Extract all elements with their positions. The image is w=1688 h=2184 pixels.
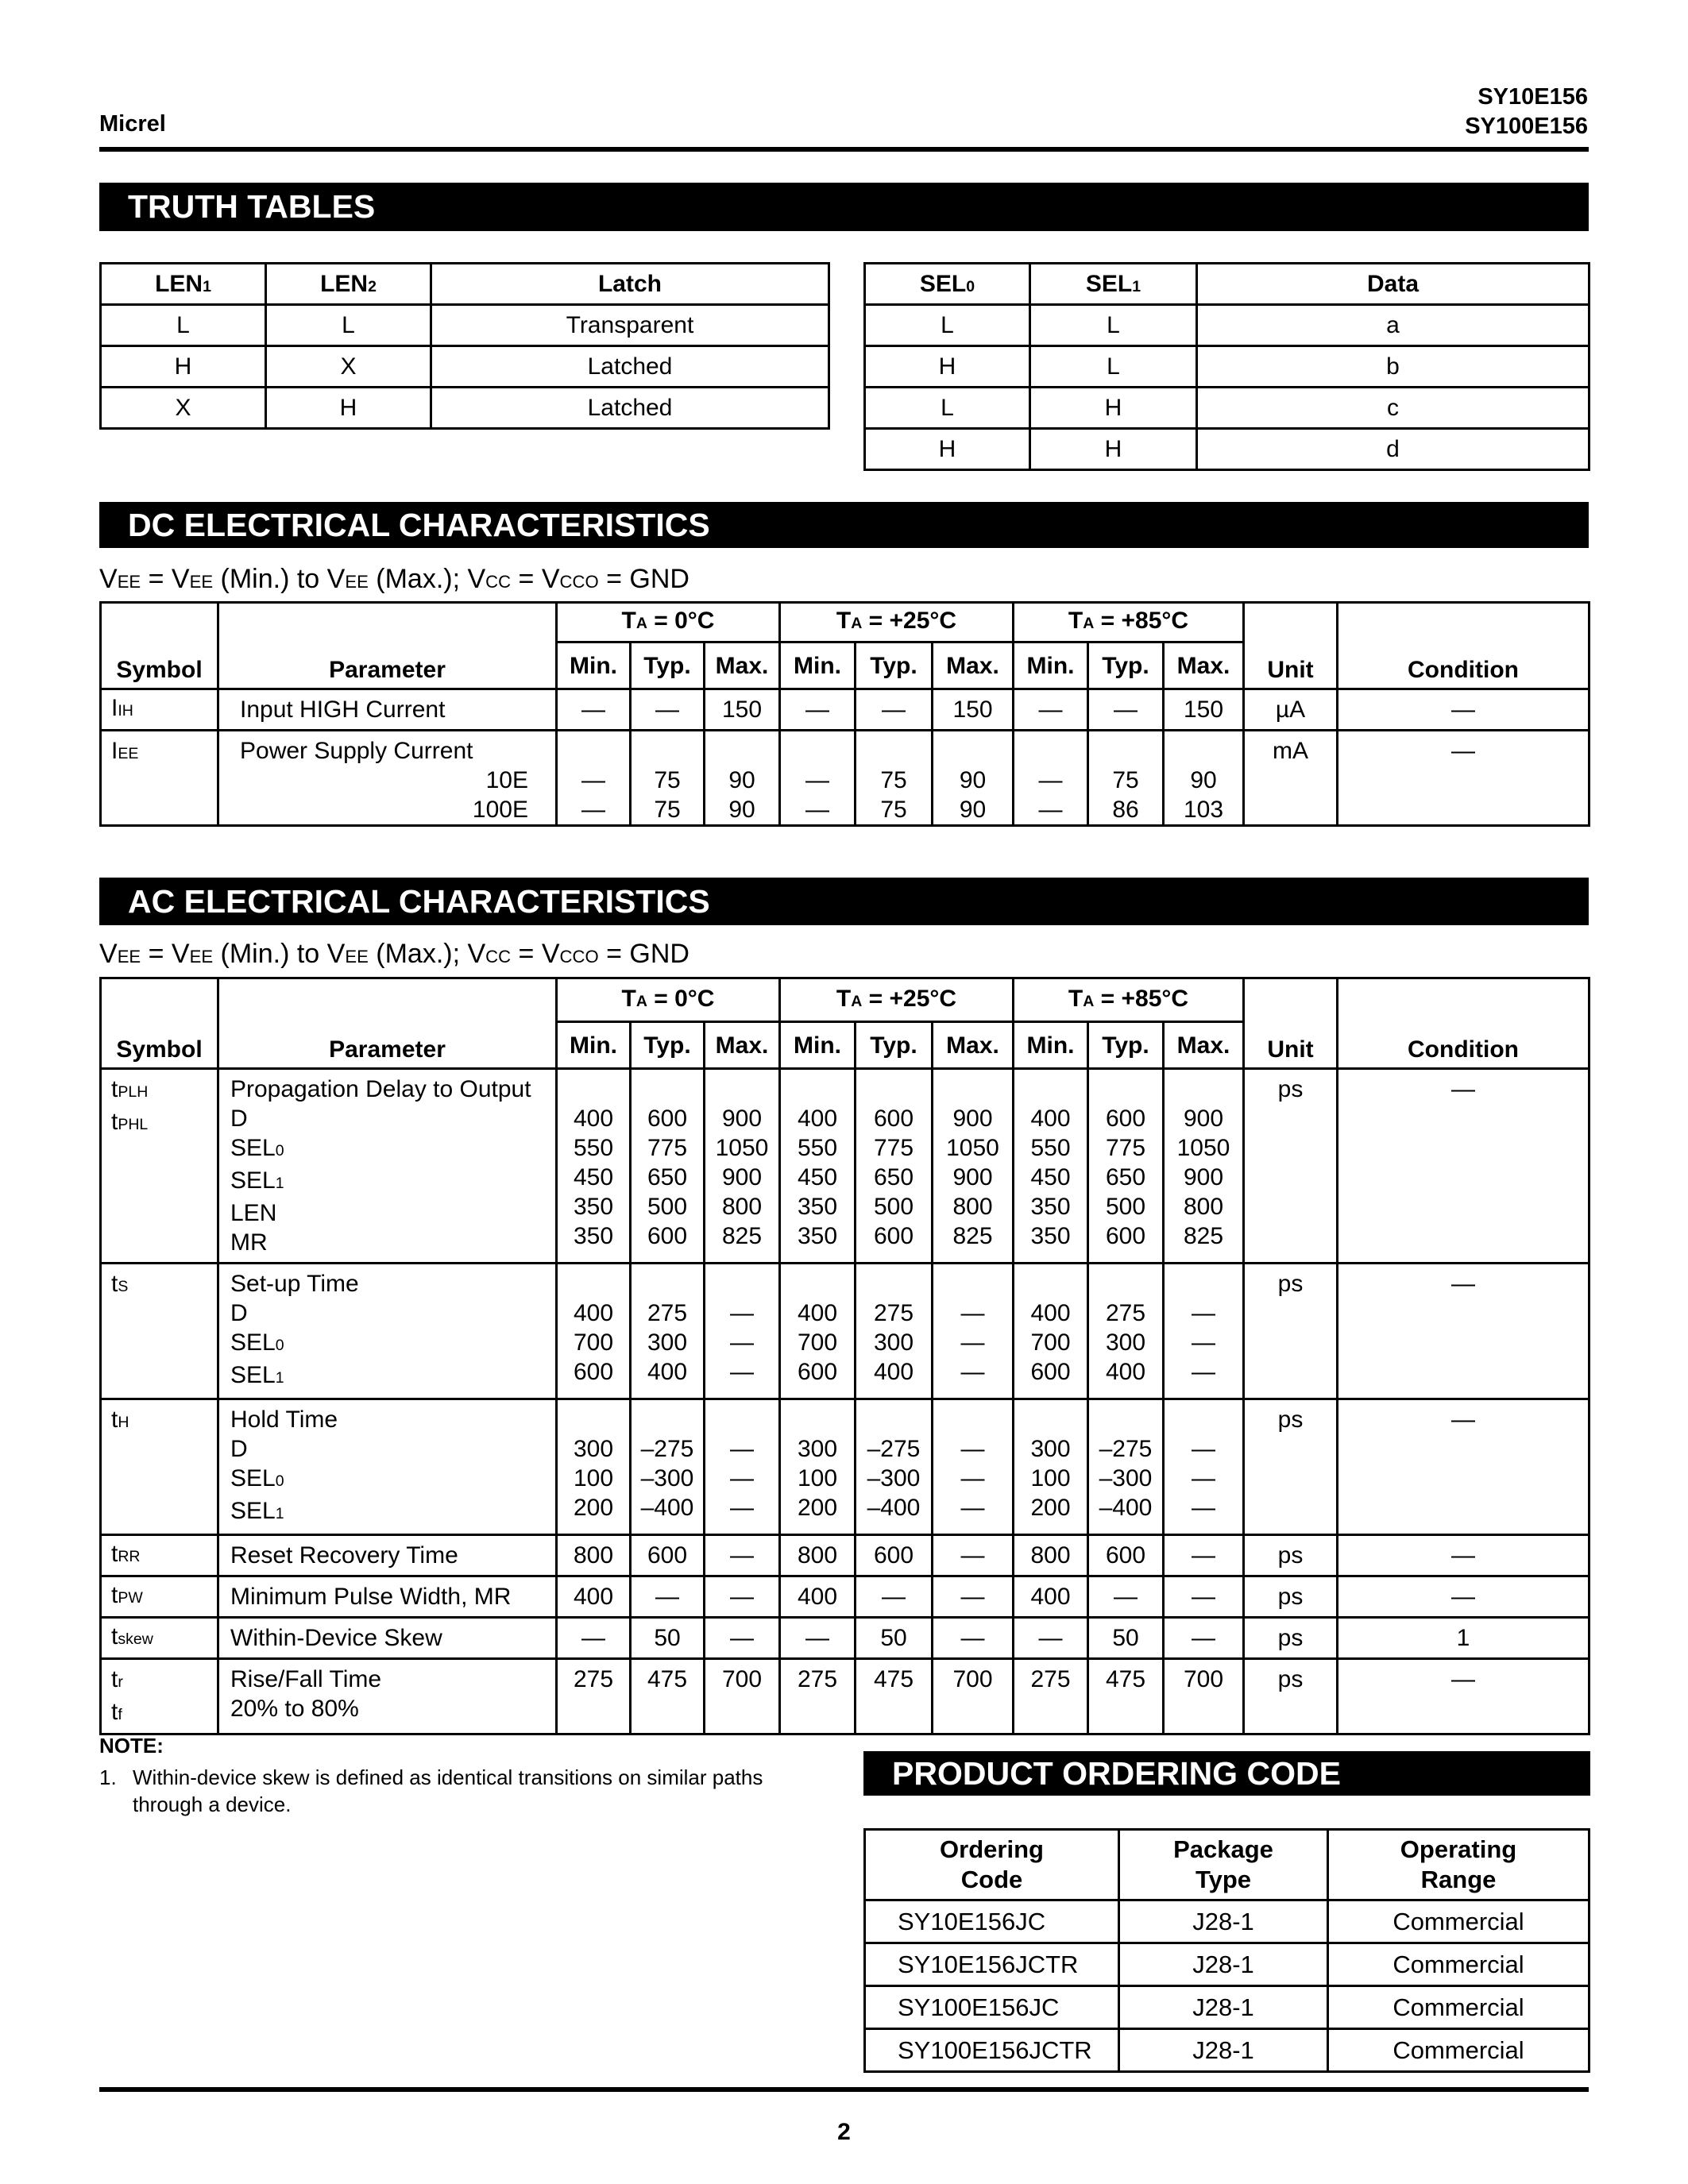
- table-row: L L Transparent: [101, 305, 829, 346]
- table-row: tr tf Rise/Fall Time 20% to 80% 275 475 700 275 475 700 275 475 700 ps —: [101, 1659, 1590, 1734]
- note-title: NOTE:: [99, 1734, 164, 1758]
- table-header-row: [101, 264, 829, 305]
- dc-conditions: VEE = VEE (Min.) to VEE (Max.); VCC = VCCO = GND: [99, 564, 689, 594]
- table-row: SY100E156JCTR J28-1 Commercial: [865, 2029, 1590, 2072]
- note-body: [99, 1764, 814, 1818]
- col-header-row: Min. Typ. Max. Min. Typ. Max. Min. Typ. Max.: [101, 642, 1590, 689]
- table-row: H L b: [865, 346, 1590, 388]
- dc-characteristics-table: [99, 601, 1590, 827]
- ac-characteristics-table: [99, 977, 1590, 1735]
- table-header-row: [865, 264, 1590, 305]
- table-row: X H Latched: [101, 388, 829, 429]
- col-header: Operating Range: [1328, 1830, 1590, 1900]
- dc-characteristics-banner: DC ELECTRICAL CHARACTERISTICS: [99, 502, 1589, 548]
- ac-conditions: VEE = VEE (Min.) to VEE (Max.); VCC = VCCO = GND: [99, 939, 689, 969]
- table-row: H X Latched: [101, 346, 829, 388]
- table-row: tH Hold Time D SEL0 SEL1 300 100 200 –275 –300 –400 — — — 300 100 200 –275 –300 –400 — — — 300 100 200 –275 –300 –400 — — — ps —: [101, 1399, 1590, 1535]
- table-row: IIH Input HIGH Current — — 150 — — 150 — — 150 µA —: [101, 689, 1590, 731]
- company-name: Micrel: [99, 111, 166, 137]
- table-header-row: [865, 1830, 1590, 1900]
- col-header: LEN2: [266, 264, 431, 305]
- col-header: LEN1: [101, 264, 266, 305]
- part-number-1: SY10E156: [1477, 84, 1588, 110]
- footer-rule: [99, 2087, 1589, 2092]
- ordering-code-table: [863, 1828, 1590, 2073]
- col-header: SEL0: [865, 264, 1030, 305]
- table-row: L H c: [865, 388, 1590, 429]
- col-header: SEL1: [1030, 264, 1197, 305]
- col-header: Latch: [431, 264, 829, 305]
- table-row: H H d: [865, 429, 1590, 470]
- select-truth-table: [863, 262, 1590, 471]
- latch-truth-table: [99, 262, 830, 430]
- ordering-code-banner: PRODUCT ORDERING CODE: [863, 1751, 1590, 1796]
- temp-header-row: Symbol Parameter TA = 0°C TA = +25°C TA = +85°C Unit Condition: [101, 603, 1590, 642]
- table-row: tRR Reset Recovery Time 800 600 — 800 600 — 800 600 — ps —: [101, 1535, 1590, 1576]
- col-header-row: Min. Typ. Max. Min. Typ. Max. Min. Typ. Max.: [101, 1022, 1590, 1069]
- col-header: Data: [1197, 264, 1590, 305]
- col-header: Package Type: [1119, 1830, 1328, 1900]
- header-rule: [99, 147, 1589, 152]
- table-row: IEE Power Supply Current 10E 100E — — 75 75 90 90 — — 75 75 90 90 — — 75 86 90 103 mA —: [101, 731, 1590, 826]
- table-row: SY100E156JC J28-1 Commercial: [865, 1986, 1590, 2029]
- part-number-2: SY100E156: [1465, 114, 1588, 139]
- ac-characteristics-banner: AC ELECTRICAL CHARACTERISTICS: [99, 878, 1589, 925]
- page-number: 2: [837, 2119, 851, 2145]
- truth-tables-banner: TRUTH TABLES: [99, 183, 1589, 231]
- table-row: tS Set-up Time D SEL0 SEL1 400 700 600 275 300 400 — — — 400 700 600 275 300 400 — — — 400 700 600 275 300 400 — — — ps —: [101, 1264, 1590, 1399]
- col-header: Ordering Code: [865, 1830, 1119, 1900]
- note-number: 1.: [99, 1765, 117, 1789]
- temp-header-row: Symbol Parameter TA = 0°C TA = +25°C TA = +85°C Unit Condition: [101, 978, 1590, 1022]
- table-row: L L a: [865, 305, 1590, 346]
- table-row: SY10E156JC J28-1 Commercial: [865, 1900, 1590, 1943]
- table-row: tPW Minimum Pulse Width, MR 400 — — 400 — — 400 — — ps —: [101, 1576, 1590, 1618]
- part-numbers: [1465, 83, 1588, 141]
- table-row: SY10E156JCTR J28-1 Commercial: [865, 1943, 1590, 1986]
- table-row: tPLH tPHL Propagation Delay to Output D SEL0 SEL1 LEN MR 400 550 450 350 350 600 775 650 500 600 900 1050 900 800 825 400 550 450 350 350 600 775 650 500 600 900 1050 900 800 825 400 550 450 350 350 600 775 650 500 600 900 1050 900 800 825 ps —: [101, 1069, 1590, 1264]
- table-row: tskew Within-Device Skew — 50 — — 50 — — 50 — ps 1: [101, 1618, 1590, 1659]
- note-text: Within-device skew is defined as identical transitions on similar paths through a device.: [133, 1765, 763, 1816]
